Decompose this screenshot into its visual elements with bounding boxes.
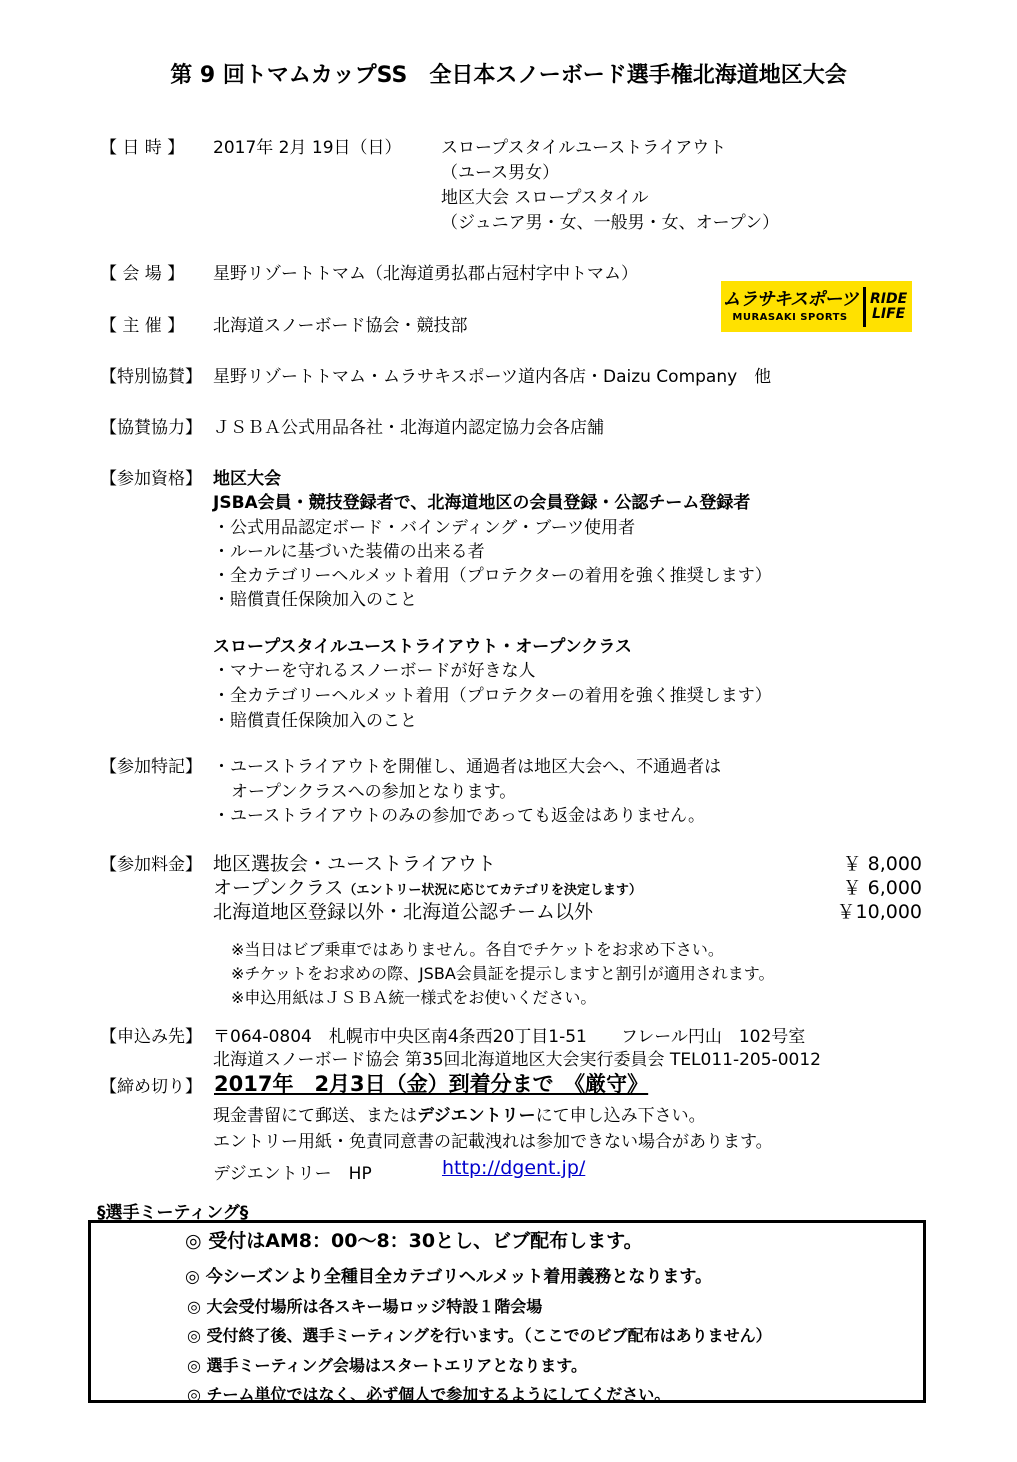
eligibility-item: ・賠償責任保険加入のこと (213, 711, 417, 731)
eligibility-item: ・全カテゴリーヘルメット着用（プロテクターの着用を強く推奨します） (213, 566, 772, 586)
logo-side-word: LIFE (871, 305, 906, 322)
fee-row-name: 北海道地区登録以外・北海道公認チーム以外 (213, 901, 594, 923)
eligibility-item: ・ルールに基づいた装備の出来る者 (213, 542, 485, 562)
special-sponsor-label: 【特別協賛】 (100, 367, 202, 387)
fee-note: ※申込用紙はＪＳＢＡ統一様式をお使いください。 (231, 988, 597, 1007)
cooperation-label: 【協賛協力】 (100, 418, 202, 438)
organizer-text: 北海道スノーボード協会・競技部 (213, 316, 468, 336)
meeting-heading: §選手ミーティング§ (97, 1203, 249, 1223)
dgent-link[interactable]: http://dgent.jp/ (442, 1157, 586, 1179)
schedule-line: 地区大会 スロープスタイル (441, 188, 649, 208)
eligibility-item: ・公式用品認定ボード・バインディング・ブーツ使用者 (213, 518, 636, 538)
eligibility-item: ・マナーを守れるスノーボードが好きな人 (213, 661, 536, 681)
application-address: 〒064-0804 札幌市中央区南4条西20丁目1-51 フレール円山 102号室 (213, 1027, 806, 1047)
logo-en-text: MURASAKI SPORTS (732, 311, 848, 323)
application-label: 【申込み先】 (100, 1027, 202, 1047)
eligibility-regional-head: 地区大会 (213, 469, 281, 489)
eligibility-item: ・全カテゴリーヘルメット着用（プロテクターの着用を強く推奨します） (213, 686, 772, 706)
meeting-item: ◎ 今シーズンより全種目全カテゴリヘルメット着用義務となります。 (185, 1267, 713, 1287)
murasaki-sports-logo (721, 281, 912, 332)
schedule-line: （ジュニア男・女、一般男・女、オープン） (441, 213, 780, 233)
eligibility-item: ・賠償責任保険加入のこと (213, 590, 417, 610)
special-note-line: ・ユーストライアウトのみの参加であっても返金はありません。 (213, 806, 705, 826)
schedule-line: （ユース男女） (441, 163, 560, 183)
logo-side-word: RIDE (870, 290, 908, 307)
fee-row-name (213, 873, 642, 900)
logo-jp-text: ムラサキスポーツ (722, 288, 858, 310)
meeting-item: ◎ 受付はAM8：00～8：30とし、ビブ配布します。 (185, 1230, 643, 1252)
fee-row-price: ￥ 8,000 (842, 853, 922, 875)
venue-text: 星野リゾートトマム（北海道勇払郡占冠村字中トマム） (213, 264, 638, 284)
meeting-item: ◎ 選手ミーティング会場はスタートエリアとなります。 (187, 1356, 588, 1375)
deadline-method-post: にて申し込み下さい。 (535, 1106, 706, 1126)
fees-label: 【参加料金】 (100, 855, 202, 875)
logo-divider (863, 287, 866, 327)
deadline-label: 【締め切り】 (100, 1077, 202, 1097)
page-title: 第 9 回トマムカップSS 全日本スノーボード選手権北海道地区大会 (170, 63, 847, 88)
fee-row-price: ￥ 6,000 (842, 877, 922, 899)
deadline-method-bold: デジエントリー (417, 1106, 536, 1126)
special-note-line: オープンクラスへの参加となります。 (231, 782, 517, 802)
logo-main (721, 288, 859, 323)
meeting-item: ◎ 受付終了後、選手ミーティングを行います。（ここでのビブ配布はありません） (187, 1326, 772, 1345)
schedule-line: スロープスタイルユーストライアウト (441, 138, 727, 158)
cooperation-text: ＪＳＢＡ公式用品各社・北海道内認定協力会各店舗 (213, 418, 604, 438)
special-notes-label: 【参加特記】 (100, 757, 202, 777)
deadline-warning: エントリー用紙・免責同意書の記載洩れは参加できない場合があります。 (213, 1132, 773, 1152)
deadline-date: 2017年 2月3日（金）到着分まで 《厳守》 (214, 1072, 649, 1096)
organizer-label: 【 主 催 】 (100, 316, 185, 336)
hp-label: デジエントリー HP (213, 1164, 372, 1184)
meeting-item: ◎ 大会受付場所は各スキー場ロッジ特設１階会場 (187, 1297, 543, 1316)
special-sponsor-text: 星野リゾートトマム・ムラサキスポーツ道内各店・Daizu Company 他 (213, 367, 772, 387)
deadline-method-pre: 現金書留にて郵送、または (213, 1106, 417, 1126)
eligibility-open-head: スロープスタイルユーストライアウト・オープンクラス (213, 637, 632, 657)
eligibility-label: 【参加資格】 (100, 469, 202, 489)
fee-note: ※チケットをお求めの際、JSBA会員証を提示しますと割引が適用されます。 (231, 964, 775, 983)
logo-slogan (870, 292, 907, 321)
deadline-method (213, 1101, 706, 1126)
meeting-item: ◎ チーム単位ではなく、必ず個人で参加するようにしてください。 (187, 1385, 671, 1404)
fee-row-note: （エントリー状況に応じてカテゴリを決定します） (343, 883, 642, 898)
fee-row-name-text: オープンクラス (213, 877, 344, 899)
schedule-date: 2017年 2月 19日（日） (213, 138, 402, 158)
venue-label: 【 会 場 】 (100, 264, 185, 284)
schedule-label: 【 日 時 】 (100, 138, 185, 158)
fee-row-price: ￥10,000 (836, 901, 922, 923)
eligibility-regional-sub: JSBA会員・競技登録者で、北海道地区の会員登録・公認チーム登録者 (213, 493, 751, 513)
special-note-line: ・ユーストライアウトを開催し、通過者は地区大会へ、不通過者は (213, 757, 722, 777)
fee-row-name: 地区選抜会・ユーストライアウト (213, 853, 496, 875)
fee-note: ※当日はビブ乗車ではありません。各自でチケットをお求め下さい。 (231, 940, 724, 959)
application-contact: 北海道スノーボード協会 第35回北海道地区大会実行委員会 TEL011-205-0012 (213, 1050, 821, 1070)
